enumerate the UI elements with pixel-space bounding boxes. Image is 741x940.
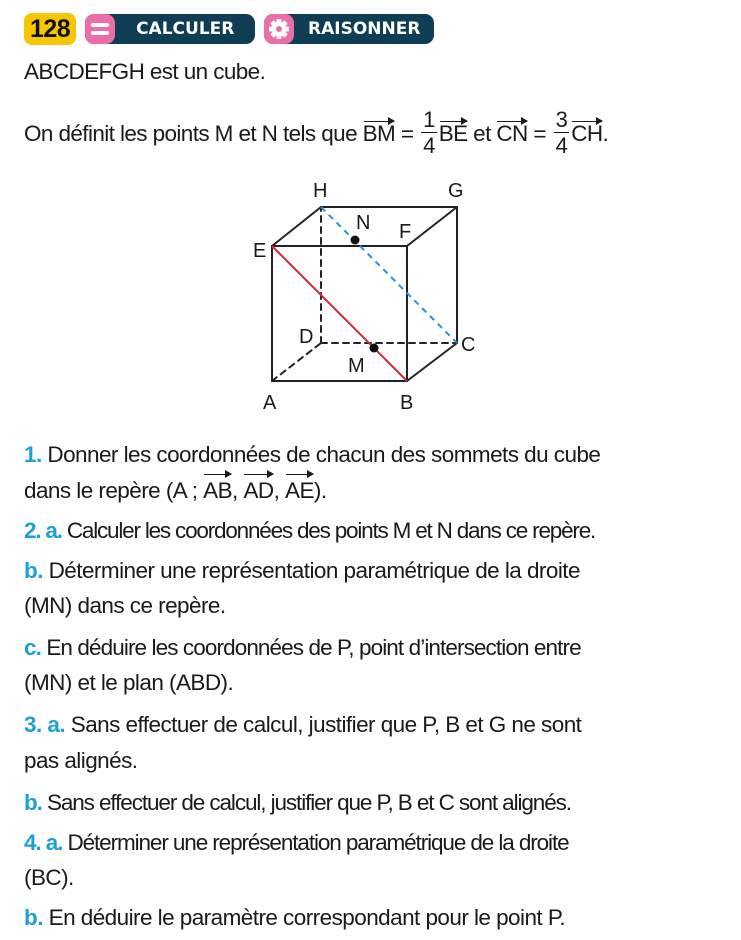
question-label: 2. a.	[24, 518, 62, 543]
vector-BE: BE	[438, 120, 468, 146]
period: .	[602, 120, 609, 146]
label-F: F	[399, 221, 412, 243]
segment-HC	[321, 207, 457, 343]
conjunction: et	[467, 120, 497, 146]
question-4a	[24, 825, 569, 860]
question-text: Déterminer une représentation paramétrique de la droite	[67, 830, 569, 855]
label-E: E	[253, 240, 267, 262]
question-label: b.	[24, 790, 42, 815]
question-1	[24, 437, 600, 472]
tag-label: CALCULER	[136, 19, 235, 39]
statement-prefix: On définit les points M et N tels que	[24, 120, 363, 146]
vector-AE: AE	[285, 473, 314, 508]
label-C: C	[461, 334, 476, 356]
question-text: Calculer les coordonnées des points M et N dans ce repère.	[66, 518, 596, 543]
segment-EB	[272, 246, 407, 381]
edge-AD	[272, 343, 321, 381]
question-1-line-2	[24, 473, 327, 508]
label-A: A	[263, 392, 277, 414]
label-N: N	[356, 212, 371, 234]
question-4b	[24, 900, 565, 935]
question-3b	[24, 785, 571, 820]
question-label: c.	[24, 635, 41, 660]
question-label: b.	[24, 558, 43, 583]
edge-EH	[272, 207, 321, 246]
question-2a	[24, 513, 595, 548]
closing: ).	[313, 478, 327, 503]
question-text: Donner les coordonnées de chacun des sommets du cube	[47, 442, 601, 467]
denominator: 4	[423, 133, 435, 158]
question-label: 4. a.	[24, 830, 63, 855]
statement-line-1: ABCDEFGH est un cube.	[24, 59, 266, 84]
denominator: 4	[555, 133, 568, 158]
question-text: Déterminer une représentation paramétrique de la droite	[48, 558, 580, 583]
question-text: Sans effectuer de calcul, justifier que P, B et G ne sont	[70, 712, 582, 737]
question-2c	[24, 630, 581, 665]
label-D: D	[299, 326, 314, 348]
equals-sign: =	[533, 120, 546, 146]
label-G: G	[448, 180, 464, 202]
edge-FG	[407, 207, 457, 246]
cube-figure	[0, 0, 741, 430]
separator: ,	[273, 478, 285, 503]
label-M: M	[348, 355, 365, 377]
question-text: Sans effectuer de calcul, justifier que P, B et C sont alignés.	[46, 790, 571, 815]
separator: ,	[232, 478, 244, 503]
label-H: H	[313, 180, 328, 202]
question-label: 3. a.	[24, 712, 66, 737]
vector-CN: CN	[496, 120, 528, 146]
question-3a-line-2: pas alignés.	[24, 748, 138, 773]
question-3a	[24, 707, 581, 742]
point-N	[351, 236, 360, 245]
point-M	[370, 344, 379, 353]
tag-label: RAISONNER	[308, 19, 421, 39]
edge-BC	[407, 343, 457, 381]
question-4a-line-2: (BC).	[24, 865, 74, 890]
numerator: 1	[423, 107, 435, 132]
question-text: En déduire les coordonnées de P, point d’intersection entre	[46, 635, 581, 660]
question-text: En déduire le paramètre correspondant pour le point P.	[48, 905, 566, 930]
vector-BM: BM	[362, 120, 396, 146]
question-label: b.	[24, 905, 43, 930]
numerator: 3	[555, 107, 568, 132]
exercise-number-badge: 128	[24, 13, 76, 45]
question-2c-line-2: (MN) et le plan (ABD).	[24, 670, 234, 695]
label-B: B	[400, 392, 414, 414]
vector-AB: AB	[203, 473, 232, 508]
vector-CH: CH	[571, 120, 603, 146]
equals-sign: =	[400, 120, 414, 146]
question-2b-line-2: (MN) dans ce repère.	[24, 593, 226, 618]
question-text: dans le repère (A ;	[24, 478, 204, 503]
question-label: 1.	[24, 442, 42, 467]
vector-AD: AD	[243, 473, 273, 508]
question-2b	[24, 553, 580, 588]
